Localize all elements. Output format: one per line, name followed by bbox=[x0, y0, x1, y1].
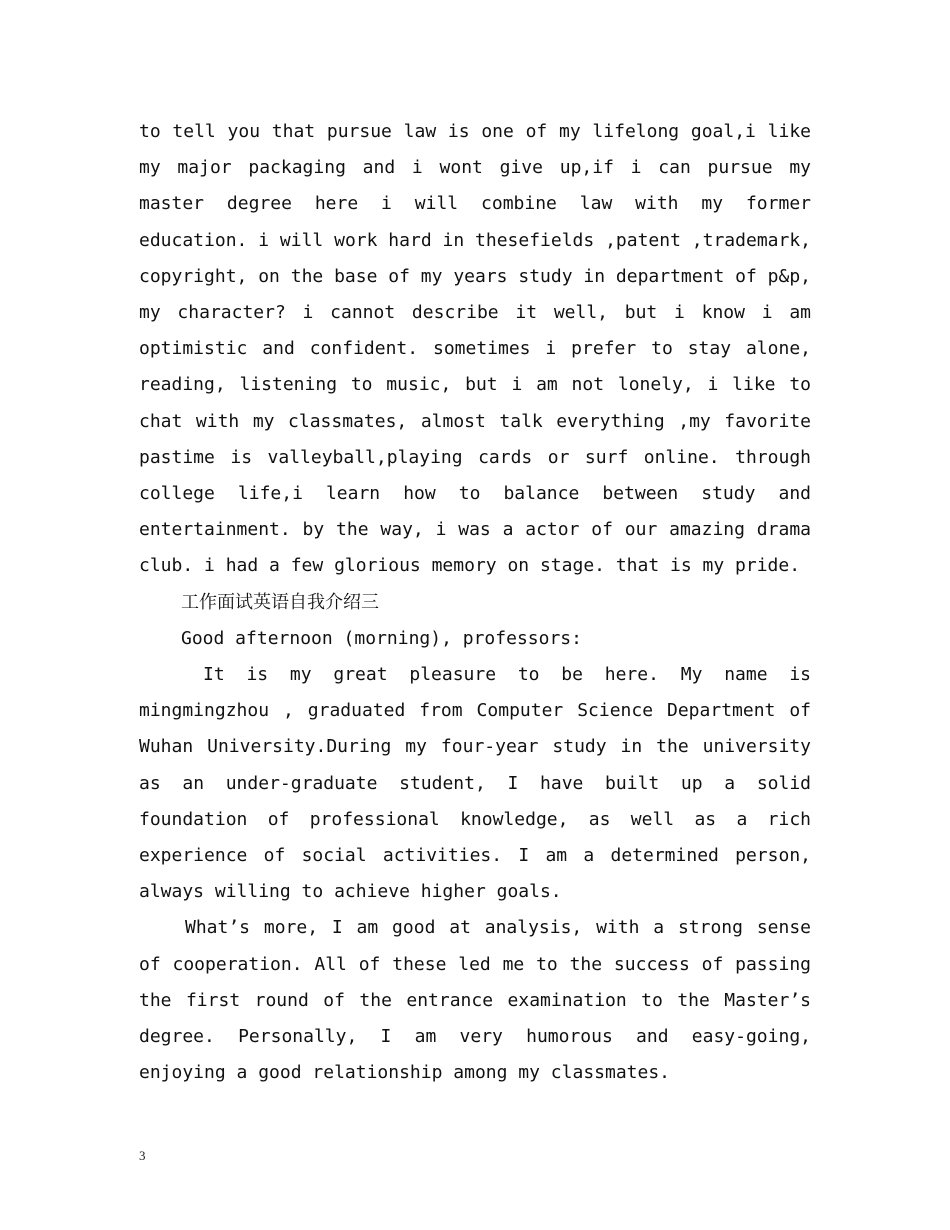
page-number: 3 bbox=[139, 1148, 146, 1163]
salutation: Good afternoon (morning), professors: bbox=[181, 627, 582, 649]
section-heading: 工作面试英语自我介绍三 bbox=[181, 591, 379, 613]
body-paragraph: to tell you that pursue law is one of my lifelong goal,i like my major packaging and i wont give up,if i can pursue my master degree here i will combine law with my former education. i will work hard in thesefields ,patent ,trademark, copyright, on the base of my years study in department of p&p, my character? i cannot describe it well, but i know i am optimistic and confident. sometimes i prefer to stay alone, reading, listening to music, but i am not lonely, i like to chat with my classmates, almost talk everything ,my favorite pastime is valleyball,playing cards or surf online. through college life,i learn how to balance between study and entertainment. by the way, i was a actor of our amazing drama club. i had a few glorious memory on stage. that is my pride. bbox=[139, 121, 811, 577]
body-paragraph: What’s more, I am good at analysis, with a strong sense of cooperation. All of these led me to the success of passing the first round of the entrance examination to the Master’s degree. Personally, I am very humorous and easy-going, enjoying a good relationship among my classmates. bbox=[139, 917, 811, 1084]
body-paragraph: It is my great pleasure to be here. My name is mingmingzhou , graduated from Computer Science Department of Wuhan University.During my four-year study in the university as an under-graduate student, I have built up a solid foundation of professional knowledge, as well as a rich experience of social activities. I am a determined person, always willing to achieve higher goals. bbox=[139, 664, 811, 903]
document-body bbox=[139, 114, 811, 1091]
